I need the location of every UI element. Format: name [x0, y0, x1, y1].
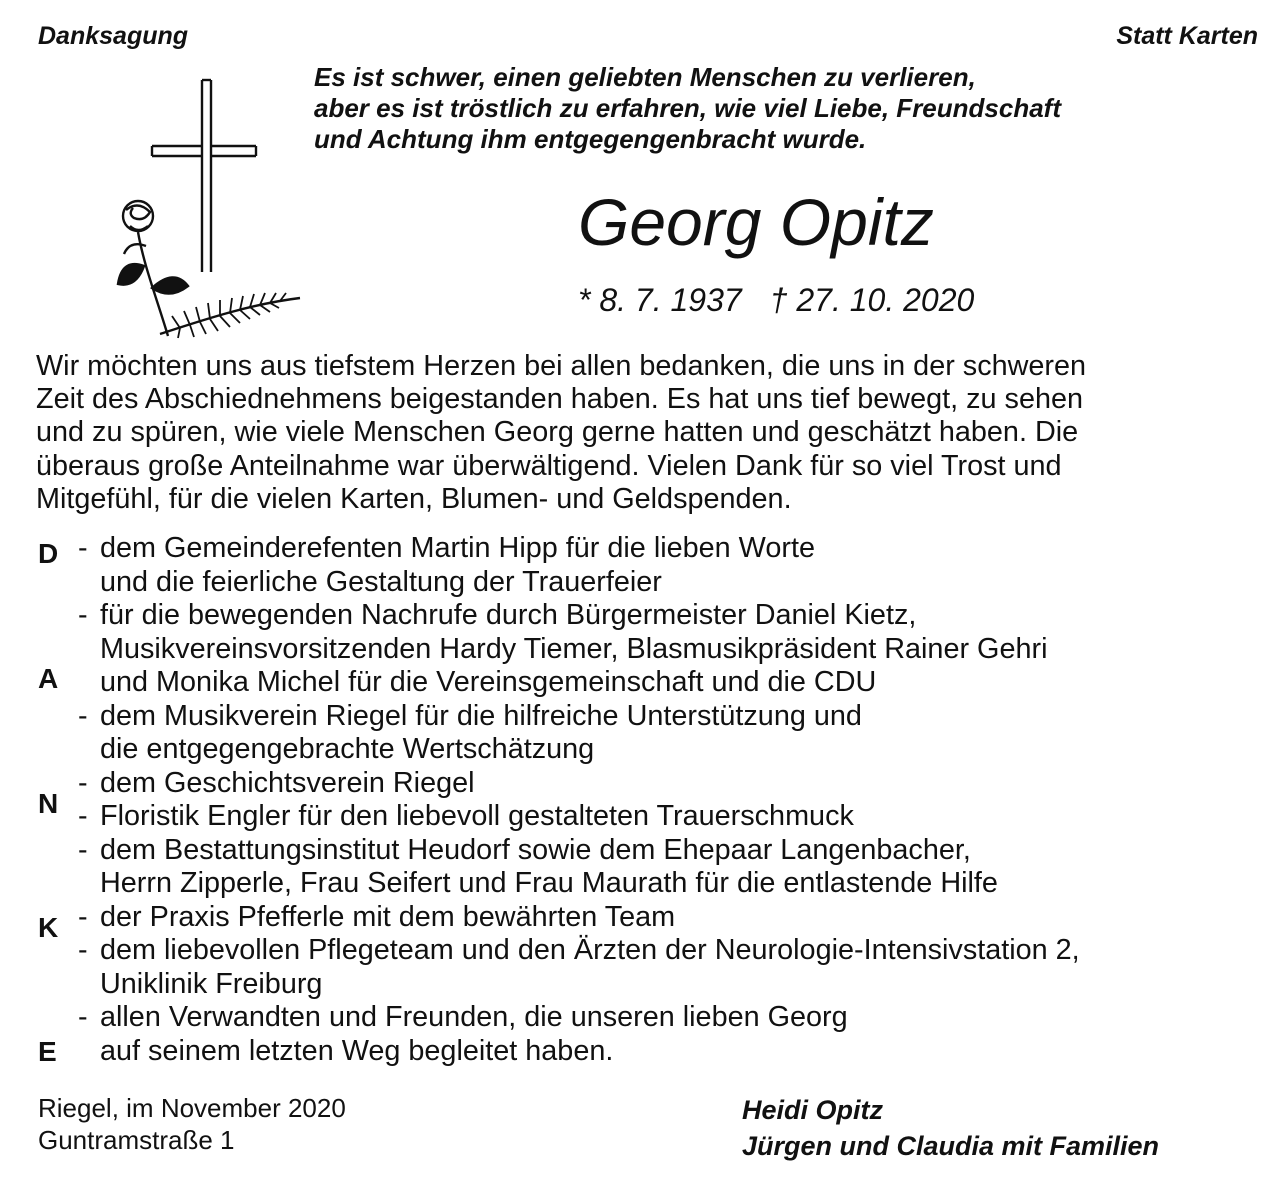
acrostic-letter: K — [38, 912, 59, 943]
bullet-dash: - — [78, 1001, 88, 1033]
thanks-continuation: Uniklinik Freiburg — [100, 967, 323, 1000]
acrostic-letter: A — [38, 663, 59, 694]
acrostic-letter: N — [38, 788, 59, 819]
death-date: † 27. 10. 2020 — [769, 282, 975, 318]
bullet-dash: - — [78, 532, 88, 564]
bullet-dash: - — [78, 766, 88, 799]
header-left-title: Danksagung — [38, 22, 189, 50]
life-dates — [578, 282, 974, 319]
quote-line: Es ist schwer, einen geliebten Menschen zu verlieren, — [314, 62, 976, 92]
thanks-item — [78, 599, 1080, 633]
thanks-continuation: und die feierliche Gestaltung der Trauerfeier — [100, 565, 662, 598]
signatures — [742, 1092, 1159, 1164]
thanks-item — [78, 767, 1080, 801]
thanks-text: dem liebevollen Pflegeteam und den Ärzten der Neurologie-Intensivstation 2, — [100, 934, 1080, 966]
bullet-dash: - — [78, 900, 88, 933]
thanks-continuation: die entgegengebrachte Wertschätzung — [100, 733, 595, 765]
intro-line: Wir möchten uns aus tiefstem Herzen bei allen bedanken, die uns in der schweren — [36, 350, 1087, 382]
signatory: Heidi Opitz — [742, 1095, 883, 1125]
address: Guntramstraße 1 — [38, 1125, 235, 1155]
thanks-item — [78, 800, 1080, 834]
intro-line: überaus große Anteilnahme war überwältigend. Vielen Dank für so viel Trost und — [36, 449, 1062, 482]
acrostic-letter: E — [38, 1036, 57, 1067]
quote-line: aber es ist tröstlich zu erfahren, wie viel Liebe, Freundschaft — [314, 93, 1061, 123]
quote — [314, 62, 1061, 155]
thanks-continuation: Musikvereinsvorsitzenden Hardy Tiemer, Blasmusikpräsident Rainer Gehri — [100, 632, 1048, 665]
thanks-text: der Praxis Pfefferle mit dem bewährten Team — [100, 900, 676, 933]
signatory: Jürgen und Claudia mit Familien — [742, 1131, 1160, 1161]
thanks-continuation: auf seinem letzten Weg begleitet haben. — [100, 1034, 614, 1067]
thanks-text: dem Geschichtsverein Riegel — [100, 766, 475, 799]
thanks-text: allen Verwandten und Freunden, die unseren lieben Georg — [100, 1001, 848, 1033]
thanks-item — [78, 934, 1080, 968]
cross-rose-icon — [60, 76, 310, 346]
thanks-text: dem Gemeinderefenten Martin Hipp für die lieben Worte — [100, 532, 815, 564]
thanks-continuation: und Monika Michel für die Vereinsgemeinschaft und die CDU — [100, 666, 877, 698]
bullet-dash: - — [78, 699, 88, 732]
thanks-item — [78, 901, 1080, 935]
bullet-dash: - — [78, 833, 88, 866]
thanks-list — [78, 532, 1080, 1068]
acrostic-letter: D — [38, 538, 59, 569]
header-right-title: Statt Karten — [1116, 22, 1258, 50]
thanks-item — [78, 1001, 1080, 1035]
intro-line: Mitgefühl, für die vielen Karten, Blumen- und Geldspenden. — [36, 482, 792, 515]
thanks-item — [78, 834, 1080, 868]
bullet-dash: - — [78, 800, 88, 832]
thanks-item — [78, 700, 1080, 734]
thanks-item — [78, 532, 1080, 566]
thanks-continuation: Herrn Zipperle, Frau Seifert und Frau Maurath für die entlastende Hilfe — [100, 867, 998, 899]
thanks-text: dem Bestattungsinstitut Heudorf sowie dem Ehepaar Langenbacher, — [100, 833, 971, 866]
place-block — [38, 1092, 346, 1156]
birth-date: * 8. 7. 1937 — [578, 282, 742, 318]
intro-line: Zeit des Abschiednehmens beigestanden haben. Es hat uns tief bewegt, zu sehen — [36, 383, 1084, 416]
quote-line: und Achtung ihm entgegengenbracht wurde. — [314, 124, 867, 154]
intro-line: und zu spüren, wie viele Menschen Georg gerne hatten und geschätzt haben. Die — [36, 416, 1079, 449]
thanks-text: Floristik Engler für den liebevoll gestalteten Trauerschmuck — [100, 800, 854, 832]
thanks-text: für die bewegenden Nachrufe durch Bürgermeister Daniel Kietz, — [100, 599, 917, 631]
bullet-dash: - — [78, 599, 88, 631]
bullet-dash: - — [78, 934, 88, 966]
intro-paragraph — [36, 350, 1266, 516]
place-date: Riegel, im November 2020 — [38, 1093, 346, 1123]
thanks-text: dem Musikverein Riegel für die hilfreiche Unterstützung und — [100, 699, 862, 732]
deceased-name: Georg Opitz — [578, 185, 934, 259]
